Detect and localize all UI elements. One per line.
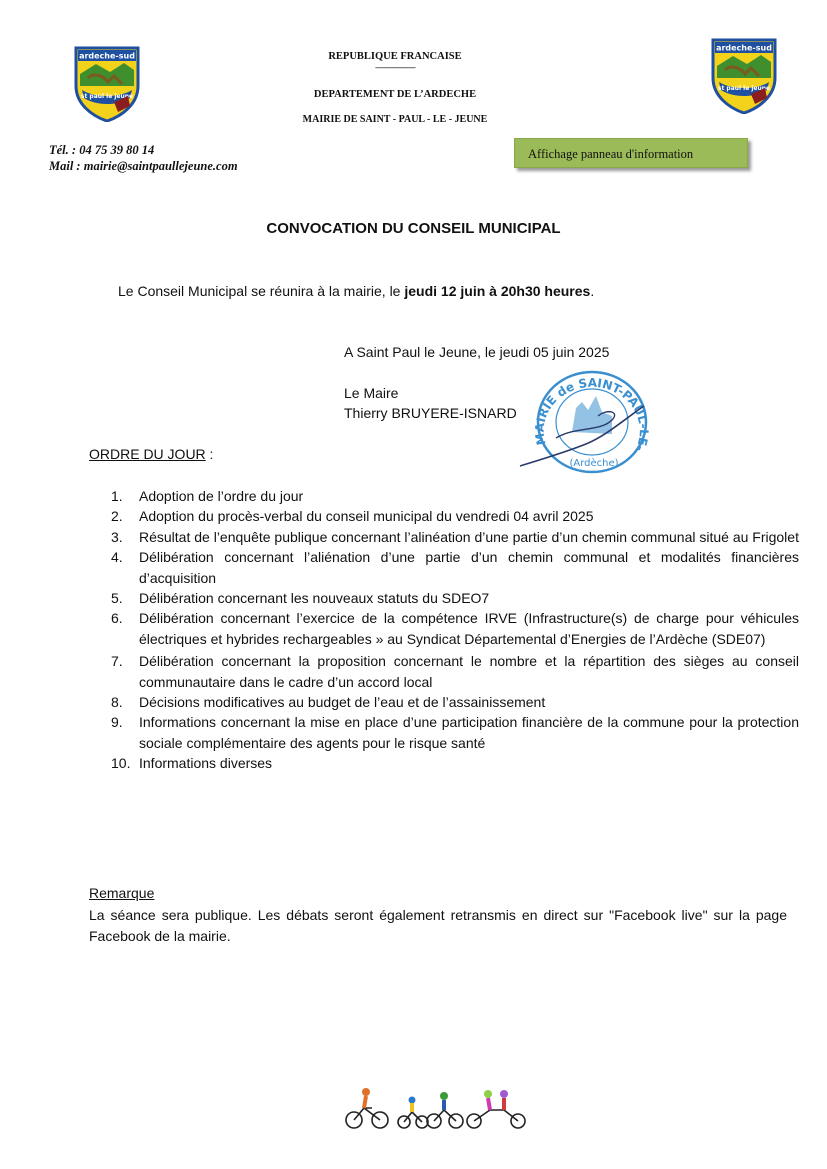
agenda-item-number: 3. [111,528,123,545]
header-department: DEPARTEMENT DE L’ARDECHE [313,89,477,100]
agenda-item [111,712,799,753]
header-republic: REPUBLIQUE FRANCAISE [328,51,462,62]
agenda-item-number: 6. [111,610,123,627]
remark-heading: Remarque [89,885,155,901]
crest-top-text: ardeche-sud [79,51,135,61]
agenda-item [111,588,799,608]
signatory-name: Thierry BRUYERE-ISNARD [344,405,517,421]
intro-paragraph [118,283,594,299]
header-mairie: MAIRIE DE SAINT - PAUL - LE - JEUNE [302,114,488,125]
document-title: CONVOCATION DU CONSEIL MUNICIPAL [266,220,561,237]
agenda-item-number: 1. [111,488,123,504]
agenda-item-number: 7. [111,653,123,670]
agenda-item-text: Délibération concernant l’exercice de la compétence IRVE (Infrastructure(s) de charge pour véhicules électriques et hybrides rechargeables » au Syndicat Départemental d’Energies de l’Ardèche (SDE07) [139,610,799,647]
agenda-item [111,651,799,692]
tel-value: 04 75 39 80 14 [79,143,155,157]
header-rule: ------------------------ [375,63,415,72]
agenda-item-number: 9. [111,714,123,731]
agenda-item-text: Adoption de l’ordre du jour [139,488,304,504]
agenda-item [111,547,799,588]
agenda-item [111,486,799,506]
agenda-item-number: 4. [111,549,123,566]
agenda-item-text: Délibération concernant la proposition concernant le nombre et la répartition des sièges au conseil communautaire dans le cadre d’un accord local [139,653,799,690]
tel-label: Tél. : [49,143,77,157]
agenda-item-text: Informations concernant la mise en place d’une participation financière de la commune pour la protection sociale complémentaire des agents pour le risque santé [139,714,799,751]
contact-mail [49,159,238,174]
agenda-item [111,753,799,773]
signatory-role: Le Maire [344,385,399,401]
intro-before: Le Conseil Municipal se réunira à la mairie, le [118,283,405,299]
agenda-item-text: Adoption du procès-verbal du conseil municipal du vendredi 04 avril 2025 [139,508,594,525]
place-date: A Saint Paul le Jeune, le jeudi 05 juin 2025 [344,344,610,360]
stamp-text: MAIRIE de SAINT-PAUL-LE- [532,375,651,454]
agenda-heading: ORDRE DU JOUR [89,446,206,462]
agenda-item-text: Décisions modificatives au budget de l’eau et de l’assainissement [139,694,546,711]
notice-box: Affichage panneau d'information [514,138,748,168]
agenda-item [111,692,799,712]
crest-bottom-text: st paul le jeune [80,93,134,100]
agenda-item-number: 8. [111,694,123,711]
agenda-item [111,527,799,547]
crest-logo-right [711,38,777,114]
crest-top-text-right: ardeche-sud [716,43,772,53]
agenda-item [111,608,799,649]
agenda-item-text: Résultat de l’enquête publique concernant l’alinéation d’une partie d’un chemin communal situé au Frigolet [139,528,799,545]
agenda-heading-line [89,446,213,462]
cyclists-illustration [342,1084,528,1130]
agenda-item [111,506,799,526]
remark-text: La séance sera publique. Les débats seront également retransmis en direct sur "Facebook live" sur la page Facebook de la mairie. [89,907,787,944]
contact-tel [49,143,154,158]
agenda-item-number: 10. [111,755,131,772]
agenda-item-number: 2. [111,508,123,525]
intro-date-time: jeudi 12 juin à 20h30 heures [404,283,591,299]
agenda-item-number: 5. [111,590,123,607]
mairie-stamp [516,366,656,476]
crest-bottom-text-right: st paul le jeune [717,85,771,92]
stamp-sub-text: (Ardèche) [569,458,619,469]
agenda-item-text: Informations diverses [139,755,273,772]
crest-logo-left [74,46,140,122]
agenda-item-text: Délibération concernant les nouveaux statuts du SDEO7 [139,590,490,607]
mail-label: Mail : [49,159,81,173]
intro-after: . [590,283,595,299]
agenda-list [89,486,799,774]
agenda-heading-colon: : [205,446,214,462]
agenda-item-text: Délibération concernant l’aliénation d’une partie d’un chemin communal et modalités financières d’acquisition [139,549,799,586]
mail-value: mairie@saintpaullejeune.com [83,159,238,173]
